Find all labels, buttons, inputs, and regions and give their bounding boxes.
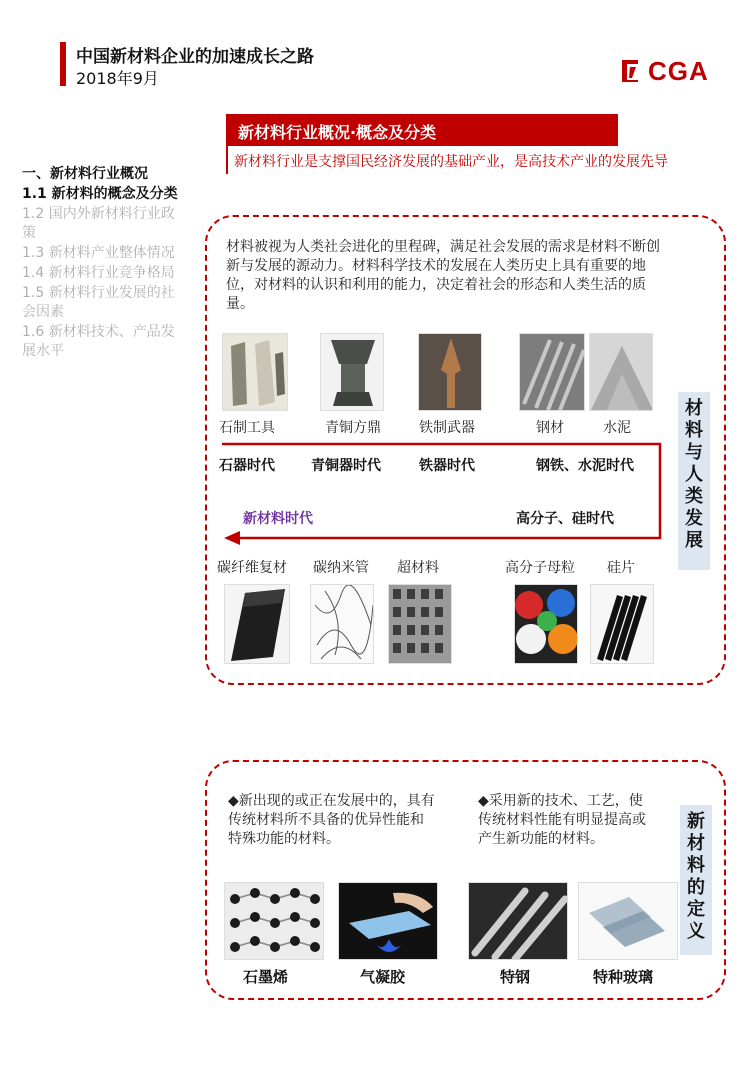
polymer-pellet-image — [514, 584, 578, 664]
new-materials-definition-label: 新材料的定义 — [680, 805, 712, 955]
era-new-materials: 新材料时代 — [243, 511, 313, 527]
era-bronze: 青铜器时代 — [311, 458, 381, 474]
steel-image — [519, 333, 585, 411]
special-glass-image — [578, 882, 678, 960]
stone-tools-image — [222, 333, 288, 411]
sidebar-item-concept[interactable]: 1.1 新材料的概念及分类 — [22, 186, 178, 202]
section-accent-line — [226, 146, 228, 174]
report-date: 2018年9月 — [76, 69, 159, 88]
section-title: 新材料行业概况·概念及分类 — [226, 114, 618, 146]
silicon-wafer-image — [590, 584, 654, 664]
era-iron: 铁器时代 — [419, 458, 475, 474]
sidebar-item-social[interactable]: 1.5 新材料行业发展的社会因素 — [22, 285, 175, 320]
cement-image — [589, 333, 653, 411]
carbon-fiber-image — [224, 584, 290, 664]
history-intro: 材料被视为人类社会进化的里程碑，满足社会发展的需求是材料不断创新与发展的源动力。材料科学技术的发展在人类历史上具有重要的地位，对材料的认识和利用的能力，决定着社会的形态和人类生活的质量。 — [226, 239, 660, 312]
graphene-image — [224, 882, 324, 960]
sidebar-item-policy[interactable]: 1.2 国内外新材料行业政策 — [22, 206, 175, 241]
caption-polymer-pellet: 高分子母粒 — [505, 560, 575, 576]
caption-iron-weapon: 铁制武器 — [419, 420, 475, 436]
logo-text: CGA — [648, 56, 709, 86]
caption-steel: 钢材 — [536, 420, 564, 436]
metamaterial-image — [388, 584, 452, 664]
sidebar-item-technology[interactable]: 1.6 新材料技术、产品发展水平 — [22, 324, 175, 359]
timeline-arrow — [220, 436, 670, 548]
sidebar-item-competition[interactable]: 1.4 新材料行业竞争格局 — [22, 265, 175, 281]
caption-graphene: 石墨烯 — [243, 968, 289, 986]
caption-stone-tools: 石制工具 — [219, 420, 275, 436]
era-polymer-silicon: 高分子、硅时代 — [516, 511, 614, 527]
caption-carbon-fiber: 碳纤维复材 — [217, 560, 287, 576]
cga-logo — [618, 58, 718, 88]
caption-cement: 水泥 — [603, 420, 631, 436]
sidebar-item-industry[interactable]: 1.3 新材料产业整体情况 — [22, 245, 175, 261]
definition-bullet-right: ◆采用新的技术、工艺，使传统材料性能有明显提高或产生新功能的材料。 — [478, 793, 646, 847]
caption-aerogel: 气凝胶 — [360, 968, 406, 986]
caption-carbon-nanotube: 碳纳米管 — [313, 560, 369, 576]
iron-weapon-image — [418, 333, 482, 411]
era-stone: 石器时代 — [219, 458, 275, 474]
caption-bronze-ding: 青铜方鼎 — [325, 420, 381, 436]
definition-bullet-left: ◆新出现的或正在发展中的，具有传统材料所不具备的优异性能和特殊功能的材料。 — [228, 793, 435, 847]
materials-development-label: 材料与人类发展 — [678, 392, 710, 570]
caption-metamaterial: 超材料 — [397, 560, 439, 576]
logo-mark-icon — [618, 58, 642, 84]
title-accent-bar — [60, 42, 66, 86]
caption-special-glass: 特种玻璃 — [593, 968, 654, 986]
caption-special-steel: 特钢 — [500, 968, 531, 986]
sidebar-nav — [22, 165, 182, 362]
sidebar-item-overview[interactable]: 一、新材料行业概况 — [22, 166, 148, 182]
caption-silicon-wafer: 硅片 — [607, 560, 635, 576]
special-steel-image — [468, 882, 568, 960]
section-subtitle: 新材料行业是支撑国民经济发展的基础产业，是高技术产业的发展先导 — [234, 154, 668, 170]
report-title: 中国新材料企业的加速成长之路 — [76, 47, 314, 67]
era-steel-cement: 钢铁、水泥时代 — [536, 458, 634, 474]
aerogel-image — [338, 882, 438, 960]
bronze-ding-image — [320, 333, 384, 411]
carbon-nanotube-image — [310, 584, 374, 664]
